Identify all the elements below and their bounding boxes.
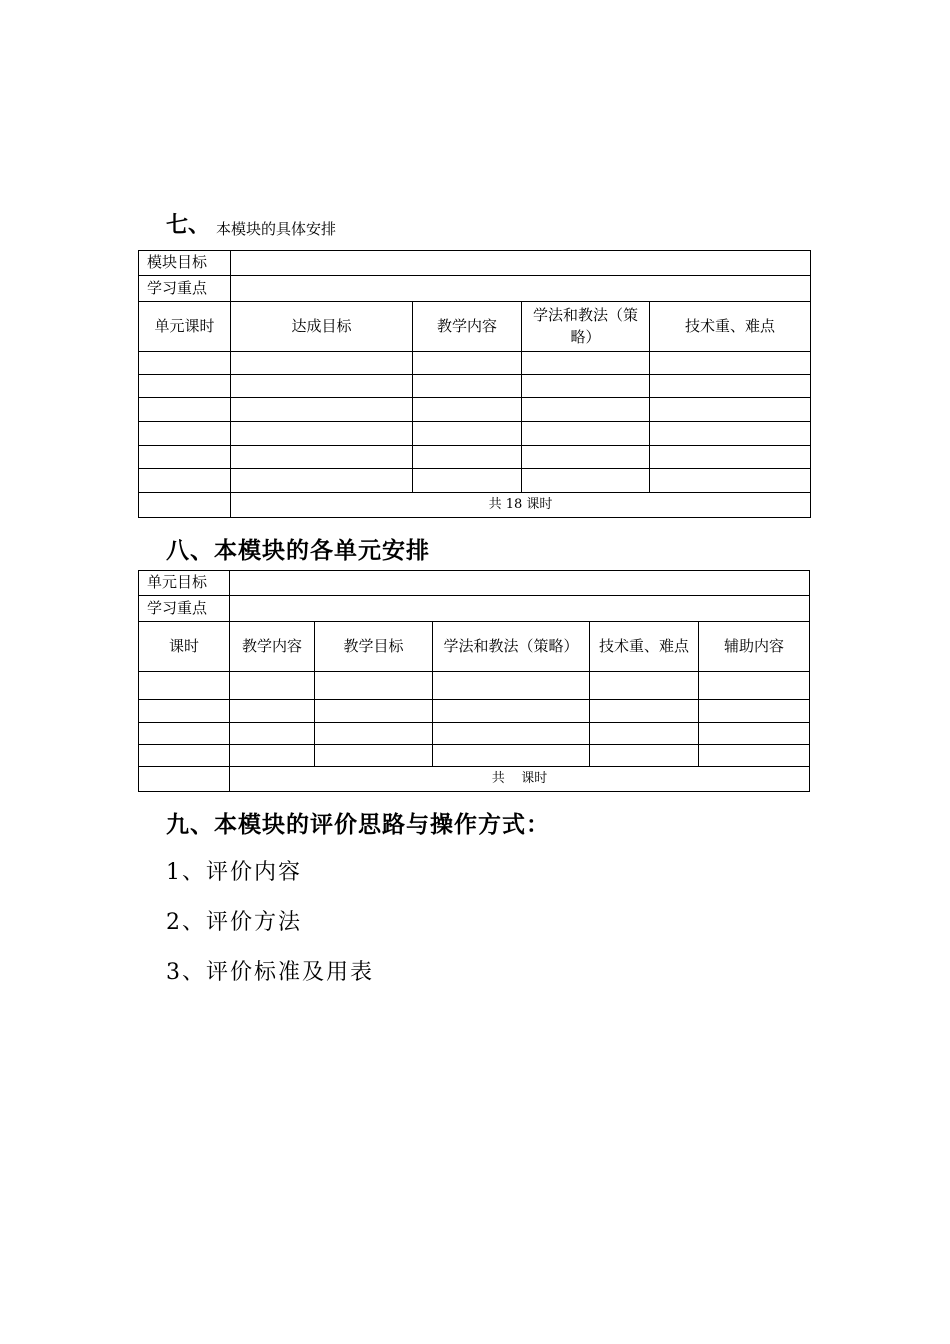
column-header: 技术重、难点 — [650, 302, 811, 352]
learning-focus-cell — [230, 596, 810, 622]
total-lessons: 共 18 课时 — [231, 493, 811, 518]
unit-arrangement-table — [138, 570, 810, 792]
column-header: 课时 — [139, 622, 230, 672]
evaluation-item: 1、评价内容 — [166, 860, 302, 885]
column-header: 教学目标 — [315, 622, 433, 672]
unit-goal-label: 单元目标 — [139, 571, 230, 596]
table-row — [139, 745, 810, 767]
table-row — [139, 723, 810, 745]
total-row-empty — [139, 493, 231, 518]
learning-focus-label: 学习重点 — [139, 276, 231, 302]
table-row — [139, 469, 811, 493]
table-row — [139, 672, 810, 700]
table-row — [139, 446, 811, 469]
column-header: 学法和教法（策略） — [433, 622, 590, 672]
module-goal-label: 模块目标 — [139, 251, 231, 276]
table-row — [139, 422, 811, 446]
evaluation-item: 3、评价标准及用表 — [166, 960, 374, 985]
section7-heading-number: 七、 — [166, 212, 211, 238]
module-arrangement-table — [138, 250, 811, 518]
table-row — [139, 375, 811, 398]
learning-focus-cell — [231, 276, 811, 302]
unit-goal-cell — [230, 571, 810, 596]
column-header: 技术重、难点 — [590, 622, 699, 672]
column-header: 达成目标 — [231, 302, 413, 352]
table-row — [139, 398, 811, 422]
column-header: 学法和教法（策略） — [522, 302, 650, 352]
module-goal-cell — [231, 251, 811, 276]
total-row-empty — [139, 767, 230, 792]
evaluation-item: 2、评价方法 — [166, 910, 302, 935]
section7-heading-text: 本模块的具体安排 — [216, 220, 337, 238]
table-row — [139, 700, 810, 723]
learning-focus-label: 学习重点 — [139, 596, 230, 622]
section9-heading: 九、本模块的评价思路与操作方式： — [166, 811, 550, 838]
column-header: 单元课时 — [139, 302, 231, 352]
column-header: 教学内容 — [230, 622, 315, 672]
total-lessons: 共 课时 — [230, 767, 810, 792]
table-row — [139, 352, 811, 375]
column-header: 辅助内容 — [699, 622, 810, 672]
section8-heading: 八、本模块的各单元安排 — [166, 537, 430, 564]
column-header: 教学内容 — [413, 302, 522, 352]
